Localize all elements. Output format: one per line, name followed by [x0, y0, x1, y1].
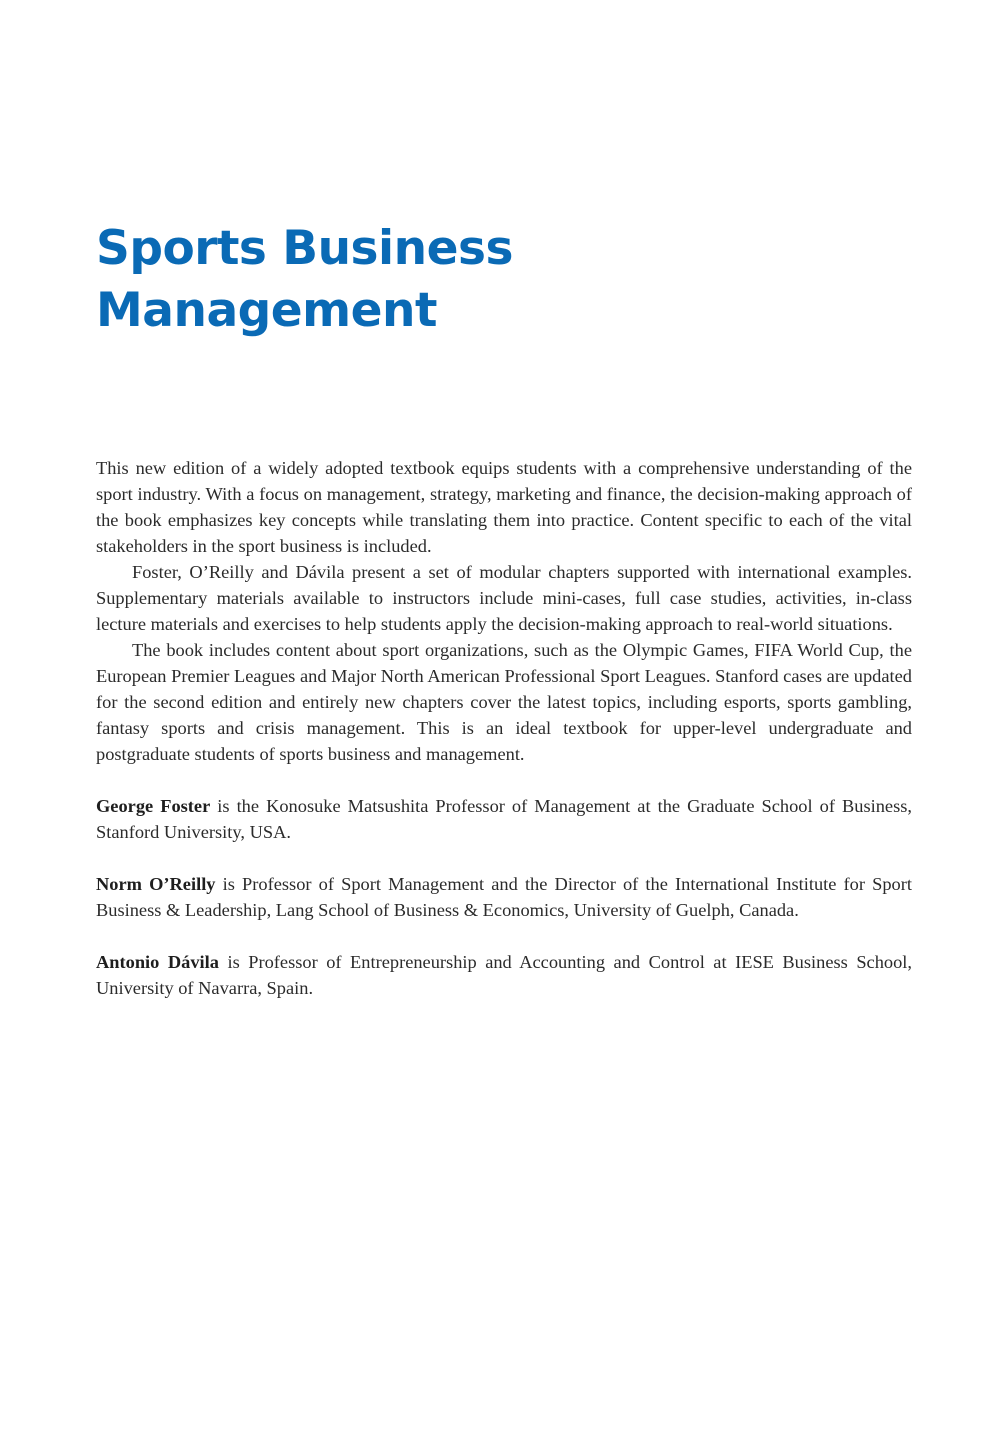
author-bio-text: is the Konosuke Matsushita Professor of Management at the Graduate School of Business, Stanford University, USA.	[96, 796, 912, 842]
author-bio	[96, 871, 912, 923]
author-bio	[96, 949, 912, 1001]
book-title	[96, 218, 796, 342]
blurb	[96, 455, 912, 1001]
author-bio	[96, 793, 912, 845]
description-paragraph: This new edition of a widely adopted textbook equips students with a comprehensive understanding of the sport industry. With a focus on management, strategy, marketing and finance, the decision-making approach of the book emphasizes key concepts while translating them into practice. Content specific to each of the vital stakeholders in the sport business is included.	[96, 458, 912, 556]
book-title-line-2: Management	[96, 283, 437, 338]
author-name: Norm O’Reilly	[96, 874, 216, 894]
description-paragraph: The book includes content about sport organizations, such as the Olympic Games, FIFA World Cup, the European Premier Leagues and Major North American Professional Sport Leagues. Stanford cases are updated for the second edition and entirely new chapters cover the latest topics, including esports, sports gambling, fantasy sports and crisis management. This is an ideal textbook for upper-level undergraduate and postgraduate students of sports business and management.	[96, 640, 912, 764]
author-name: George Foster	[96, 796, 211, 816]
author-bio-text: is Professor of Entrepreneurship and Accounting and Control at IESE Business School, University of Navarra, Spain.	[96, 952, 913, 998]
author-bio-text: is Professor of Sport Management and the Director of the International Institute for Sport Business & Leadership, Lang School of Business & Economics, University of Guelph, Canada.	[96, 874, 912, 920]
author-name: Antonio Dávila	[96, 952, 219, 972]
book-title-line-1: Sports Business	[96, 221, 513, 276]
description-paragraph: Foster, O’Reilly and Dávila present a set of modular chapters supported with international examples. Supplementary materials available to instructors include mini-cases, full case studies, activities, in-class lecture materials and exercises to help students apply the decision-making approach to real-world situations.	[96, 562, 912, 634]
